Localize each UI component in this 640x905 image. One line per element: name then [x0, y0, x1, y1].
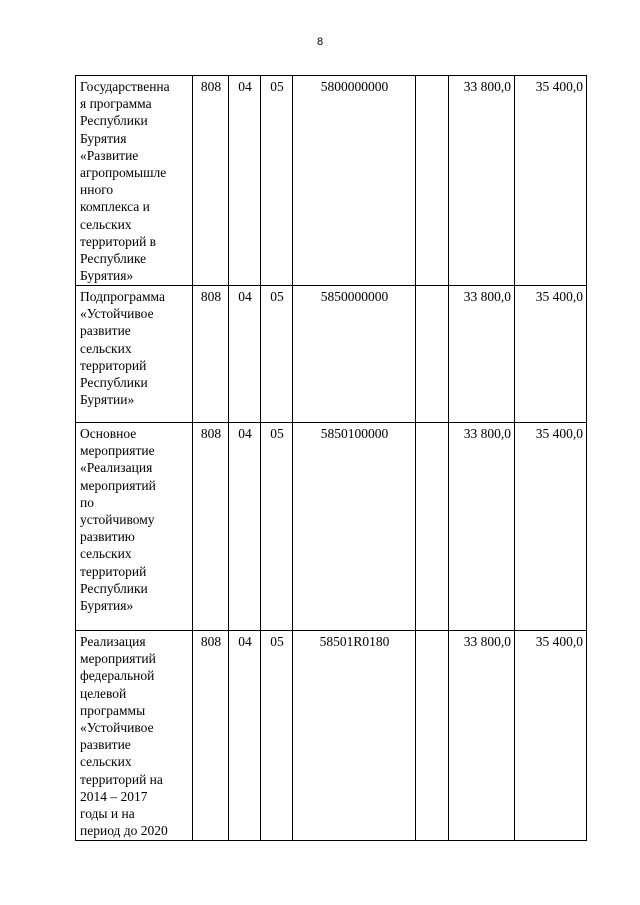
rz-cell: 04	[229, 631, 261, 841]
csr-cell: 5850100000	[293, 423, 416, 631]
csr-cell: 5850000000	[293, 286, 416, 423]
row-name-cell	[76, 286, 193, 423]
pr-cell: 05	[261, 286, 293, 423]
grbs-cell: 808	[193, 631, 229, 841]
grbs-cell: 808	[193, 286, 229, 423]
pr-cell: 05	[261, 631, 293, 841]
table-row	[76, 631, 587, 841]
row-name: Реализация мероприятий федеральной целевой программы «Устойчивое развитие сельских территорий на 2014 – 2017 годы и на период до 2020	[80, 634, 168, 839]
row-name: Основное мероприятие «Реализация мероприятий по устойчивому развитию сельских территорий Республики Бурятия»	[80, 426, 156, 614]
sum-cell-2: 35 400,0	[515, 423, 587, 631]
sum-cell-1: 33 800,0	[449, 286, 515, 423]
row-name-cell	[76, 76, 193, 286]
table-row	[76, 76, 587, 286]
row-name-cell	[76, 631, 193, 841]
row-name: Подпрограмма «Устойчивое развитие сельских территорий Республики Бурятии»	[80, 289, 165, 408]
csr-cell: 58501R0180	[293, 631, 416, 841]
page-number: 8	[316, 36, 324, 48]
sum-cell-1: 33 800,0	[449, 423, 515, 631]
sum-cell-1: 33 800,0	[449, 631, 515, 841]
row-name: Государственна я программа Республики Бурятия «Развитие агропромышле нного комплекса и сельских территорий в Республике Бурятия»	[80, 79, 170, 284]
pr-cell: 05	[261, 423, 293, 631]
rz-cell: 04	[229, 76, 261, 286]
row-name-cell	[76, 423, 193, 631]
sum-cell-2: 35 400,0	[515, 631, 587, 841]
sum-cell-2: 35 400,0	[515, 286, 587, 423]
sum-cell-2: 35 400,0	[515, 76, 587, 286]
grbs-cell: 808	[193, 423, 229, 631]
rz-cell: 04	[229, 423, 261, 631]
vr-cell	[416, 631, 449, 841]
grbs-cell: 808	[193, 76, 229, 286]
vr-cell	[416, 76, 449, 286]
csr-cell: 5800000000	[293, 76, 416, 286]
sum-cell-1: 33 800,0	[449, 76, 515, 286]
table-row	[76, 286, 587, 423]
vr-cell	[416, 286, 449, 423]
pr-cell: 05	[261, 76, 293, 286]
rz-cell: 04	[229, 286, 261, 423]
vr-cell	[416, 423, 449, 631]
budget-table	[75, 75, 587, 841]
table-row	[76, 423, 587, 631]
